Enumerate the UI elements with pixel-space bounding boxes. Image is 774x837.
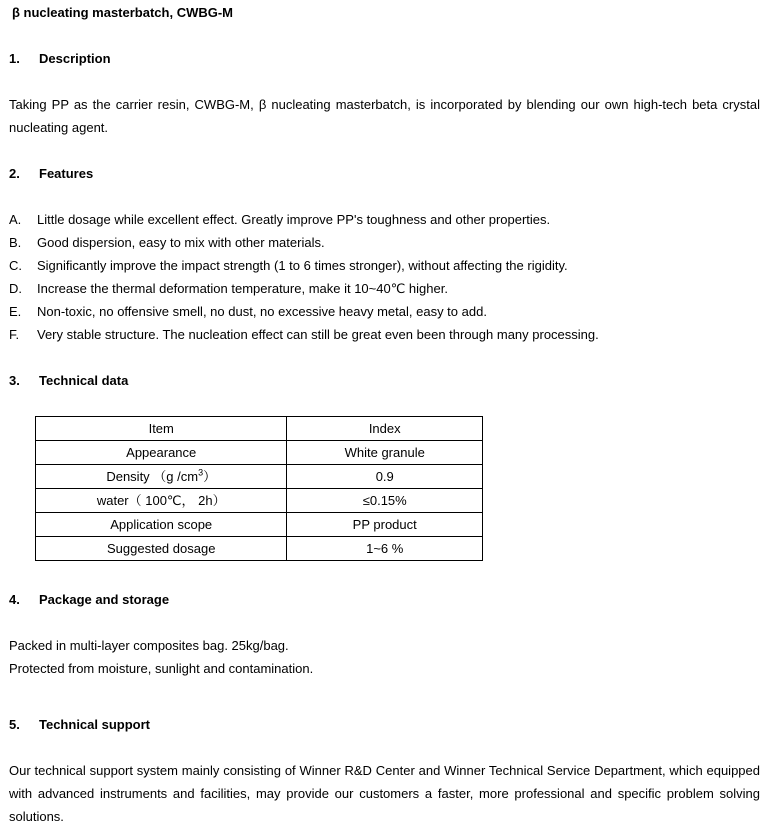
table-cell-item: water（ 100℃， 2h） [36,489,287,513]
table-row [36,441,483,465]
package-line: Packed in multi-layer composites bag. 25kg/bag. [9,638,289,653]
table-cell-index: White granule [287,441,483,465]
description-paragraph: Taking PP as the carrier resin, CWBG-M, β nucleating masterbatch, is incorporated by blending our own high-tech beta crystal nucleating agent. [9,97,760,135]
feature-text: Non-toxic, no offensive smell, no dust, no excessive heavy metal, easy to add. [37,304,487,319]
table-header-row [36,417,483,441]
table-row [36,513,483,537]
section-title: Features [39,166,94,181]
section-heading-package [9,591,169,609]
feature-letter: E. [9,304,22,319]
feature-letter: F. [9,327,20,342]
document-title: β nucleating masterbatch, CWBG-M [12,5,234,20]
section-title: Technical support [39,717,150,732]
table-header-cell: Item [36,417,287,441]
section-title: Technical data [39,373,129,388]
feature-text: Good dispersion, easy to mix with other materials. [37,235,325,250]
feature-item [9,257,568,275]
section-number: 4. [9,592,20,607]
section-heading-support [9,716,150,734]
section-title: Description [39,51,111,66]
table-cell-item: Suggested dosage [36,537,287,561]
table-row [36,489,483,513]
feature-text: Little dosage while excellent effect. Greatly improve PP's toughness and other properties. [37,212,551,227]
table-row [36,537,483,561]
table-cell-item-text: Density （g /cm [106,468,199,484]
section-heading-technical-data [9,372,128,390]
feature-text: Significantly improve the impact strength (1 to 6 times stronger), without affecting the rigidity. [37,258,568,273]
feature-letter: A. [9,212,22,227]
section-number: 3. [9,373,20,388]
package-line: Protected from moisture, sunlight and contamination. [9,661,314,676]
table-row [36,465,483,489]
section-number: 5. [9,717,20,732]
feature-item [9,303,487,321]
technical-data-table [35,416,483,561]
table-header-cell: Index [287,417,483,441]
table-cell-item: Appearance [36,441,287,465]
feature-text: Very stable structure. The nucleation effect can still be great even been through many processing. [37,327,599,342]
feature-text: Increase the thermal deformation temperature, make it 10~40℃ higher. [37,281,448,296]
table-cell-item-suffix: ） [203,468,217,484]
feature-letter: B. [9,235,22,250]
section-number: 2. [9,166,20,181]
table-cell-index: ≤0.15% [287,489,483,513]
table-cell-item: Application scope [36,513,287,537]
table-cell-index: 1~6 % [287,537,483,561]
feature-item [9,234,325,252]
feature-item [9,211,550,229]
section-number: 1. [9,51,20,66]
support-paragraph: Our technical support system mainly consisting of Winner R&D Center and Winner Technical Service Department, which equipped with advanced instruments and facilities, may provide our customers a faster, more professional and specific problem solving solutions. [9,763,760,824]
superscript: 3 [198,467,204,478]
feature-letter: D. [9,281,22,296]
feature-item [9,280,448,298]
table-cell-index: PP product [287,513,483,537]
feature-item [9,326,599,344]
section-title: Package and storage [39,592,170,607]
feature-letter: C. [9,258,22,273]
section-heading-description [9,50,111,68]
table-cell-item [36,465,287,489]
section-heading-features [9,165,93,183]
table-cell-index: 0.9 [287,465,483,489]
